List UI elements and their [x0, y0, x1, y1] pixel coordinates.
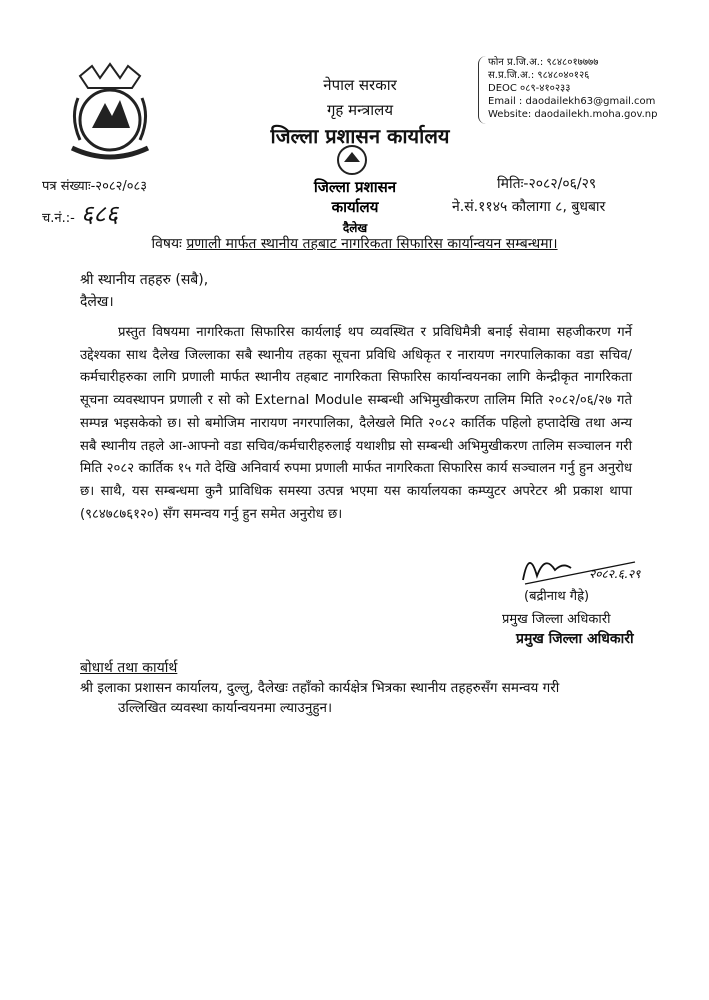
signatory-title: प्रमुख जिल्ला अधिकारी — [502, 612, 611, 627]
dispatch-label: च.नं.:- — [42, 211, 75, 226]
addressee-line-1: श्री स्थानीय तहहरु (सबै), — [80, 272, 209, 288]
subject-text: प्रणाली मार्फत स्थानीय तहबाट नागरिकता सिफारिस कार्यान्वयन सम्बन्धमा। — [186, 236, 558, 252]
date-nepal-sambat: ने.सं.११४५ कौलागा ८, बुधबार — [452, 199, 606, 215]
contact-website: Website: daodailekh.moha.gov.np — [488, 109, 658, 120]
contact-email: Email : daodailekh63@gmail.com — [488, 96, 656, 107]
cc-line-1: श्री इलाका प्रशासन कार्यालय, दुल्लु, दैलेखः तहाँको कार्यक्षेत्र भित्रका स्थानीय तहहरुसँग समन्वय गरी — [80, 680, 560, 696]
date-bs: मितिः-२०८२/०६/२९ — [497, 176, 597, 192]
stamp-line-1: जिल्ला प्रशासन — [313, 178, 397, 196]
signatory-name: (बद्रीनाथ गैह्रे) — [524, 589, 590, 604]
nepal-emblem-icon — [60, 58, 160, 168]
contact-aso: स.प्र.जि.अ.: ९८४८०४०१२६ — [488, 70, 590, 81]
body-paragraph: प्रस्तुत विषयमा नागरिकता सिफारिस कार्यलाई थप व्यवस्थित र प्रविधिमैत्री बनाई सेवामा सहजीकरण गर्ने उद्देश्यका साथ दैलेख जिल्लाका सबै स्थानीय तहका सूचना प्रविधि अधिकृत र नारायण नगरपालिकाका वडा सचिव/ कर्मचारीहरुका लागि प्रणाली मार्फत स्थानीय तहबाट नागरिकता सिफारिस कार्यान्वयनका लागि केन्द्रीकृत नागरिकता सूचना व्यवस्थापन प्रणाली र सो को External Module सम्बन्धी अभिमुखीकरण तालिम मिति २०८२/०६/२७ गते सम्पन्न भइसकेको छ। सो बमोजिम नारायण नगरपालिका, दैलेखले मिति २०८२ कार्तिक पहिलो हप्तादेखि तथा अन्य सबै स्थानीय तहले आ-आफ्नो वडा सचिव/कर्मचारीहरुलाई यथाशीघ्र सो सम्बन्धी अभिमुखीकरण तालिम सञ्चालन गरी मिति २०८२ कार्तिक १५ गते देखि अनिवार्य रुपमा प्रणाली मार्फत नागरिकता सिफारिस कार्य सञ्चालन गर्नु हुन अनुरोध छ। साथै, यस सम्बन्धमा कुनै प्राविधिक समस्या उत्पन्न भएमा यस कार्यालयका कम्प्युटर अपरेटर श्री प्रकाश थापा (९८४७८७६१२०) सँग समन्वय गर्नु हुन समेत अनुरोध छ। — [80, 325, 632, 522]
subject-label: विषयः — [151, 236, 182, 252]
dispatch-number: ६८६ — [80, 200, 119, 228]
stamp-line-3: दैलेख — [342, 221, 368, 235]
contact-deoc: DEOC ०८९-४१०२३३ — [488, 83, 571, 94]
letter-number: पत्र संख्याः-२०८२/०८३ — [42, 179, 148, 194]
government-name: नेपाल सरकार — [323, 76, 397, 94]
contact-block — [488, 56, 657, 121]
cc-label: बोधार्थ तथा कार्यार्थ — [80, 660, 178, 676]
contact-phone: फोन प्र.जि.अ.: ९८४८०१७७७७ — [488, 57, 599, 68]
office-stamp — [290, 140, 420, 240]
addressee-line-2: दैलेख। — [80, 294, 114, 310]
stamp-line-2: कार्यालय — [331, 198, 379, 216]
cc-line-2: उल्लिखित व्यवस्था कार्यान्वयनमा ल्याउनुहुन। — [118, 700, 333, 716]
ministry-name: गृह मन्त्रालय — [326, 101, 394, 119]
signature-date: २०८२.६.२९ — [589, 567, 641, 581]
dispatch-number-row — [42, 197, 118, 230]
signatory-stamp: प्रमुख जिल्ला अधिकारी — [516, 631, 634, 647]
office-name: जिल्ला प्रशासन कार्यालय — [270, 124, 450, 148]
subject-line — [0, 234, 709, 253]
